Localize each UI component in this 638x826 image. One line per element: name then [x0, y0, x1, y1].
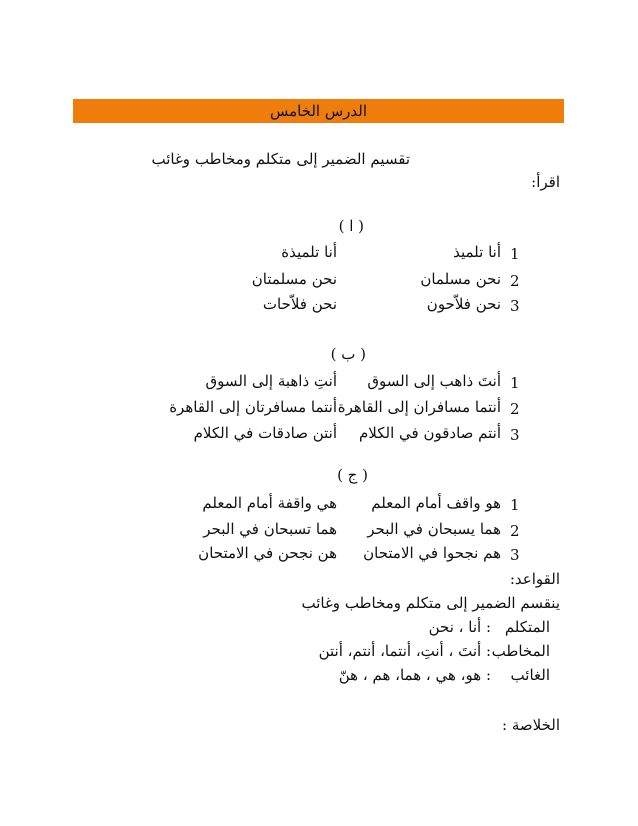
banner-title: الدرس الخامس	[269, 102, 368, 120]
row-number: 2	[510, 400, 520, 418]
rules-heading: القواعد:	[509, 570, 560, 588]
masculine-sentence: هما يسبحان في البحر	[367, 520, 501, 538]
masculine-sentence: أنتما مسافران إلى القاهرة	[337, 398, 501, 416]
summary-label: الخلاصة :	[502, 716, 560, 734]
feminine-sentence: أنتما مسافرتان إلى القاهرة	[169, 398, 337, 416]
masculine-sentence: أنا تلميذ	[453, 243, 501, 261]
masculine-sentence: أنتم صادقون في الكلام	[358, 424, 501, 442]
row-number: 3	[510, 426, 520, 444]
section-b-label: ( ب )	[330, 345, 366, 363]
section-a-label: ( ا )	[338, 217, 364, 235]
masculine-sentence: هم نجحوا في الامتحان	[363, 544, 501, 562]
rule-value: : أنتَ ، أنتِ، أنتما، أنتم، أنتن	[318, 642, 491, 660]
row-number: 1	[510, 496, 520, 514]
feminine-sentence: نحن فلاّحات	[262, 295, 337, 313]
feminine-sentence: هن نجحن في الامتحان	[198, 544, 337, 562]
feminine-sentence: أنا تلميذة	[281, 243, 337, 261]
section-c-label: ( ج )	[337, 466, 368, 484]
rule-term: المخاطب	[491, 642, 550, 660]
lesson-title: تقسيم الضمير إلى متكلم ومخاطب وغائب	[151, 150, 410, 168]
rules-intro: ينقسم الضمير إلى متكلم ومخاطب وغائب	[301, 594, 560, 612]
rule-term: المتكلم	[504, 618, 550, 636]
rule-value: : أنا ، نحن	[428, 618, 491, 636]
row-number: 2	[510, 272, 520, 290]
masculine-sentence: هو واقف أمام المعلم	[371, 494, 501, 512]
read-label: اقرأ:	[531, 173, 560, 191]
masculine-sentence: نحن فلاّحون	[426, 295, 501, 313]
feminine-sentence: أنتن صادقات في الكلام	[193, 424, 337, 442]
row-number: 1	[510, 245, 520, 263]
row-number: 2	[510, 522, 520, 540]
row-number: 3	[510, 546, 520, 564]
row-number: 1	[510, 374, 520, 392]
feminine-sentence: هما تسبحان في البحر	[203, 520, 337, 538]
feminine-sentence: نحن مسلمتان	[251, 270, 337, 288]
rule-term: الغائب	[510, 666, 550, 684]
masculine-sentence: نحن مسلمان	[420, 270, 501, 288]
masculine-sentence: أنتَ ذاهب إلى السوق	[367, 372, 501, 390]
feminine-sentence: هي واقفة أمام المعلم	[202, 494, 337, 512]
rule-value: : هو، هي ، هما، هم ، هنّ	[338, 666, 491, 684]
lesson-banner	[73, 99, 564, 123]
feminine-sentence: أنتِ ذاهبة إلى السوق	[205, 372, 337, 390]
row-number: 3	[510, 297, 520, 315]
